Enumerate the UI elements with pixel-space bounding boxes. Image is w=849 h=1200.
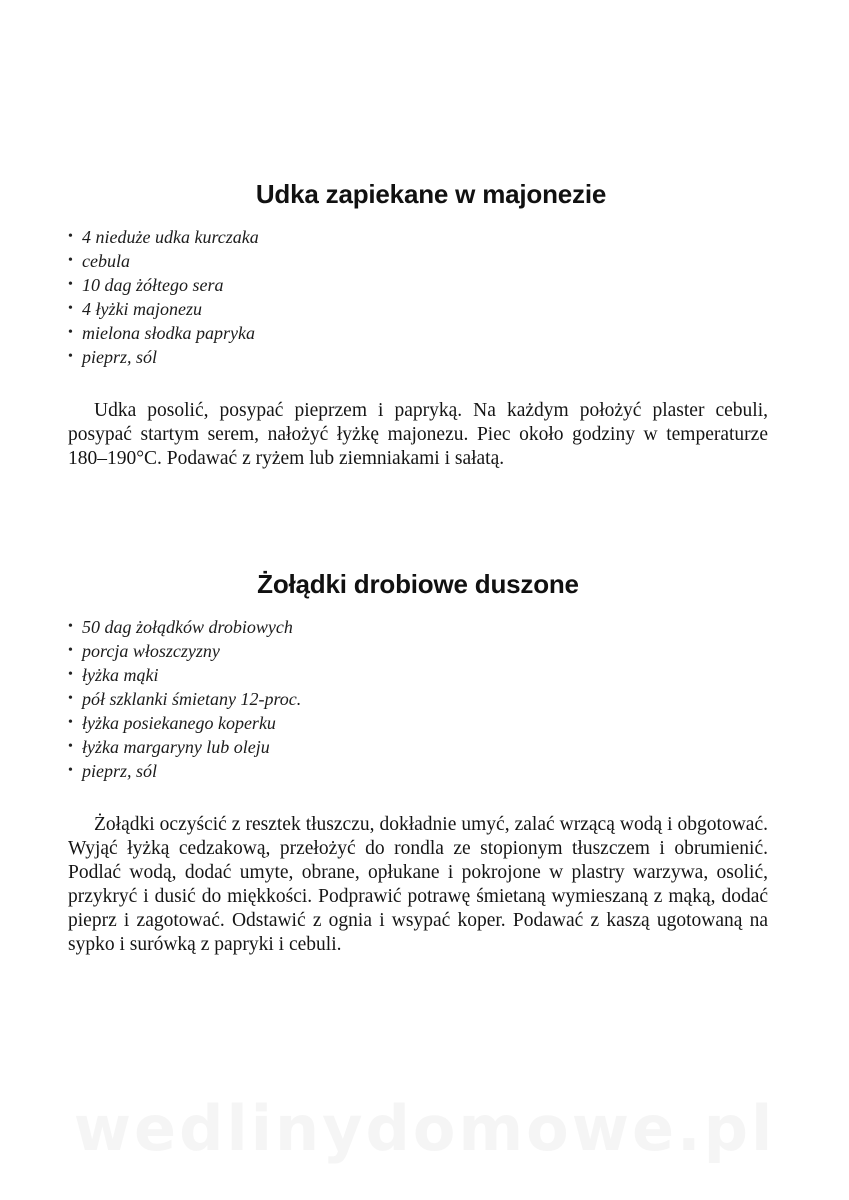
bullet-icon: • bbox=[68, 277, 73, 292]
ingredient-text: 50 dag żołądków drobiowych bbox=[82, 617, 293, 637]
recipe-title: Żołądki drobiowe duszone bbox=[257, 569, 579, 599]
ingredient-text: pół szklanki śmietany 12-proc. bbox=[82, 689, 302, 709]
watermark: wedlinydomowe.pl bbox=[73, 1092, 776, 1165]
ingredient-text: pieprz, sól bbox=[82, 347, 158, 367]
ingredient-text: 4 nieduże udka kurczaka bbox=[82, 227, 259, 247]
ingredient-item bbox=[68, 321, 768, 345]
ingredient-item bbox=[68, 225, 768, 249]
bullet-icon: • bbox=[68, 229, 73, 244]
method-paragraph: Żołądki oczyścić z resztek tłuszczu, dokładnie umyć, zalać wrzącą wodą i obgotować. Wyjąć łyżką cedzakową, przełożyć do rondla ze stopionym tłuszczem i obrumienić. Podlać wodą, dodać umyte, obrane, opłukane i pokrojone w plastry warzywa, osolić, przykryć i dusić do miękkości. Podprawić potrawę śmietaną wymieszaną z mąką, dodać pieprz i zagotować. Odstawić z ognia i wsypać koper. Podawać z kaszą ugotowaną na sypko i surówką z papryki i cebuli. bbox=[68, 814, 768, 955]
ingredient-item bbox=[68, 663, 768, 687]
ingredient-list bbox=[68, 225, 768, 369]
method-paragraph: Udka posolić, posypać pieprzem i papryką. Na każdym położyć plaster cebuli, posypać startym serem, nałożyć łyżkę majonezu. Piec około godziny w temperaturze 180–190°C. Podawać z ryżem lub ziemniakami i sałatą. bbox=[68, 400, 768, 469]
ingredient-text: porcja włoszczyzny bbox=[82, 641, 220, 661]
ingredient-text: cebula bbox=[82, 251, 130, 271]
bullet-icon: • bbox=[68, 667, 73, 682]
ingredient-item bbox=[68, 273, 768, 297]
ingredient-item bbox=[68, 735, 768, 759]
recipe-zoladki-duszone bbox=[68, 566, 768, 957]
ingredient-item bbox=[68, 687, 768, 711]
bullet-icon: • bbox=[68, 763, 73, 778]
recipe-title: Udka zapiekane w majonezie bbox=[255, 179, 607, 209]
bullet-icon: • bbox=[68, 619, 73, 634]
ingredient-item bbox=[68, 297, 768, 321]
bullet-icon: • bbox=[68, 643, 73, 658]
ingredient-text: łyżka posiekanego koperku bbox=[82, 713, 276, 733]
recipe-udka-zapiekane bbox=[68, 176, 768, 471]
ingredient-item bbox=[68, 711, 768, 735]
bullet-icon: • bbox=[68, 301, 73, 316]
ingredient-item bbox=[68, 345, 768, 369]
bullet-icon: • bbox=[68, 325, 73, 340]
ingredient-text: mielona słodka papryka bbox=[82, 323, 255, 343]
bullet-icon: • bbox=[68, 349, 73, 364]
bullet-icon: • bbox=[68, 253, 73, 268]
ingredient-text: 10 dag żółtego sera bbox=[82, 275, 224, 295]
bullet-icon: • bbox=[68, 691, 73, 706]
ingredient-text: łyżka mąki bbox=[82, 665, 159, 685]
ingredient-text: pieprz, sól bbox=[82, 761, 158, 781]
ingredient-list bbox=[68, 615, 768, 783]
ingredient-text: 4 łyżki majonezu bbox=[82, 299, 202, 319]
ingredient-item bbox=[68, 639, 768, 663]
bullet-icon: • bbox=[68, 715, 73, 730]
ingredient-item bbox=[68, 759, 768, 783]
ingredient-text: łyżka margaryny lub oleju bbox=[82, 737, 270, 757]
ingredient-item bbox=[68, 249, 768, 273]
bullet-icon: • bbox=[68, 739, 73, 754]
ingredient-item bbox=[68, 615, 768, 639]
